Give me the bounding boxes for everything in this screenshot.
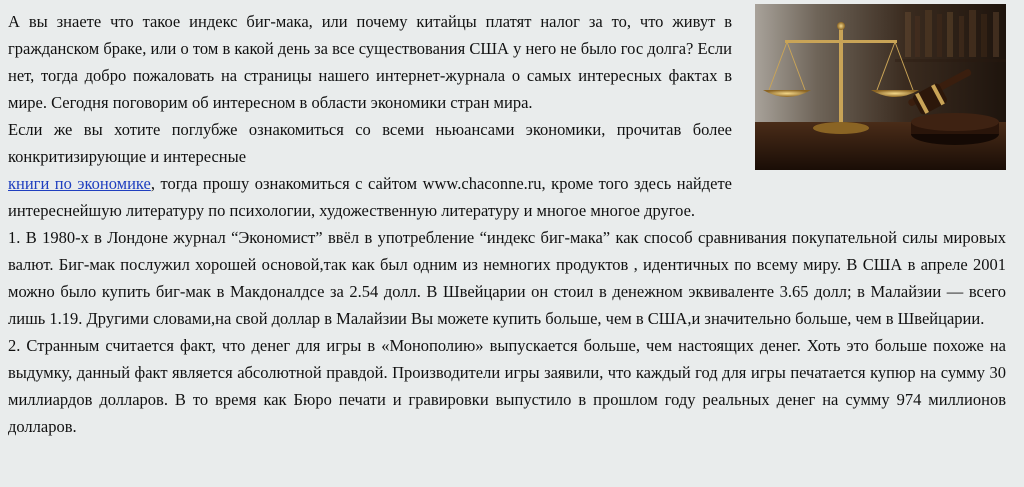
fact-item-2: 2. Странным считается факт, что денег для игры в «Монополию» выпускается больше, чем настоящих денег. Хоть это больше похоже на выдумку, данный факт является абсолютной правдой. Производители игры заявили, что каждый год для игры печатается купюр на сумму 30 миллиардов долларов. В то время как Бюро печати и гравировки выпустило в прошлом году реальных денег на сумму 974 миллионов долларов. bbox=[8, 336, 1006, 436]
intro-paragraph: А вы знаете что такое индекс биг-мака, или почему китайцы платят налог за то, что живут в гражданском браке, или о том в какой день за все существования США у него не было гос долга? Если нет, тогда добро пожаловать на страницы нашего интернет-журнала о самых интересных фактах в мире. Сегодня поговорим об интересном в области экономики стран мира. bbox=[8, 12, 732, 112]
after-link-text: , тогда прошу ознакомиться с сайтом www.chaconne.ru, кроме того здесь найдете интереснейшую литературу по психологии, художественную литературу и многое многое другое. bbox=[8, 174, 732, 220]
intro-text: Если же вы хотите поглубже ознакомиться со всеми ньюансами экономики, прочитав более конкритизирующие и интересные bbox=[8, 120, 732, 166]
economics-books-link[interactable]: книги по экономике bbox=[8, 174, 151, 193]
fact-item-1: 1. В 1980-х в Лондоне журнал “Экономист” ввёл в употребление “индекс биг-мака” как способ сравнивания покупательной силы мировых валют. Биг-мак послужил хорошей основой,так как был одним из немногих продуктов , идентичных по всему миру. В США в апреле 2001 можно было купить биг-мак в Макдоналдсе за 2.54 долл. В Швейцарии он стоил в денежном эквиваленте 3.65 долл; в Малайзии — всего лишь 1.19. Другими словами,на свой доллар в Малайзии Вы можете купить больше, чем в США,и значительно больше, чем в Швейцарии. bbox=[8, 228, 1006, 328]
article-intro bbox=[8, 8, 732, 224]
article-body bbox=[8, 8, 1007, 440]
facts-list bbox=[8, 224, 1006, 440]
intro-paragraph-2 bbox=[8, 116, 732, 224]
